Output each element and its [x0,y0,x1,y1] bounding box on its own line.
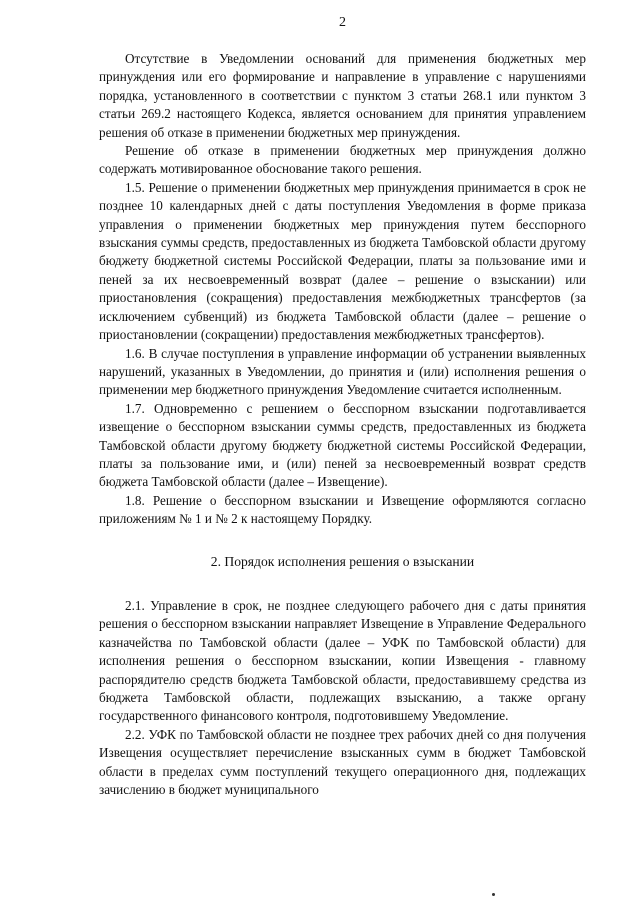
scan-mark [492,893,495,896]
paragraph: 2.2. УФК по Тамбовской области не позднее трех рабочих дней со дня получения Извещения осуществляет перечисление взысканных сумм в бюджет Тамбовской области в пределах сумм поступлений текущего операционного дня, подлежащих зачислению в бюджет муниципального [99,726,586,798]
paragraph: 2.1. Управление в срок, не позднее следующего рабочего дня с даты принятия решения о бесспорном взыскании направляет Извещение в Управление Федерального казначейства по Тамбовской области (далее – УФК по Тамбовской области) для исполнения решения о бесспорном взыскании, копии Извещения - главному распорядителю средств бюджета Тамбовской области, предоставившему средства из бюджета Тамбовской области, подлежащих взысканию, а также органу государственного финансового контроля, подготовившему Уведомление. [99,597,586,724]
paragraph: 1.7. Одновременно с решением о бесспорном взыскании подготавливается извещение о бесспорном взыскании суммы средств, предоставленных из бюджета Тамбовской области другому бюджету бюджетной системы Российской Федерации, платы за пользование ими, и (или) пеней за несвоевременный возврат средств бюджета Тамбовской области (далее – Извещение). [99,400,586,490]
paragraph: Отсутствие в Уведомлении оснований для применения бюджетных мер принуждения или его формирование и направление в управление с нарушениями порядка, установленного в соответствии с пунктом 3 статьи 268.1 или пунктом 3 статьи 269.2 настоящего Кодекса, является основанием для принятия управлением решения об отказе в применении бюджетных мер принуждения. [99,51,586,140]
paragraph: Решение об отказе в применении бюджетных мер принуждения должно содержать мотивированное обоснование такого решения. [99,143,586,177]
paragraph: 1.8. Решение о бесспорном взыскании и Извещение оформляются согласно приложениям № 1 и № 2 к настоящему Порядку. [99,492,586,527]
paragraph: 1.6. В случае поступления в управление информации об устранении выявленных нарушений, указанных в Уведомлении, до принятия и (или) исполнения решения о применении мер бюджетного принуждения Уведомление считается исполненным. [99,345,586,398]
page-number: 2 [339,15,346,30]
paragraph: 1.5. Решение о применении бюджетных мер принуждения принимается в срок не позднее 10 календарных дней с даты поступления Уведомления в форме приказа управления о применении бюджетных мер принуждения путем бесспорного взыскания суммы средств, предоставленных из бюджета Тамбовской области другому бюджету бюджетной системы Российской Федерации, платы за пользование ими и пеней за их несвоевременный возврат (далее – решение о взыскании) или приостановления (сокращения) предоставления межбюджетных трансфертов (за исключением субвенций) из бюджета Тамбовской области (далее – решение о приостановлении (сокращении) предоставления межбюджетных трансфертов). [99,179,586,343]
section-heading: 2. Порядок исполнения решения о взыскании [210,553,475,569]
